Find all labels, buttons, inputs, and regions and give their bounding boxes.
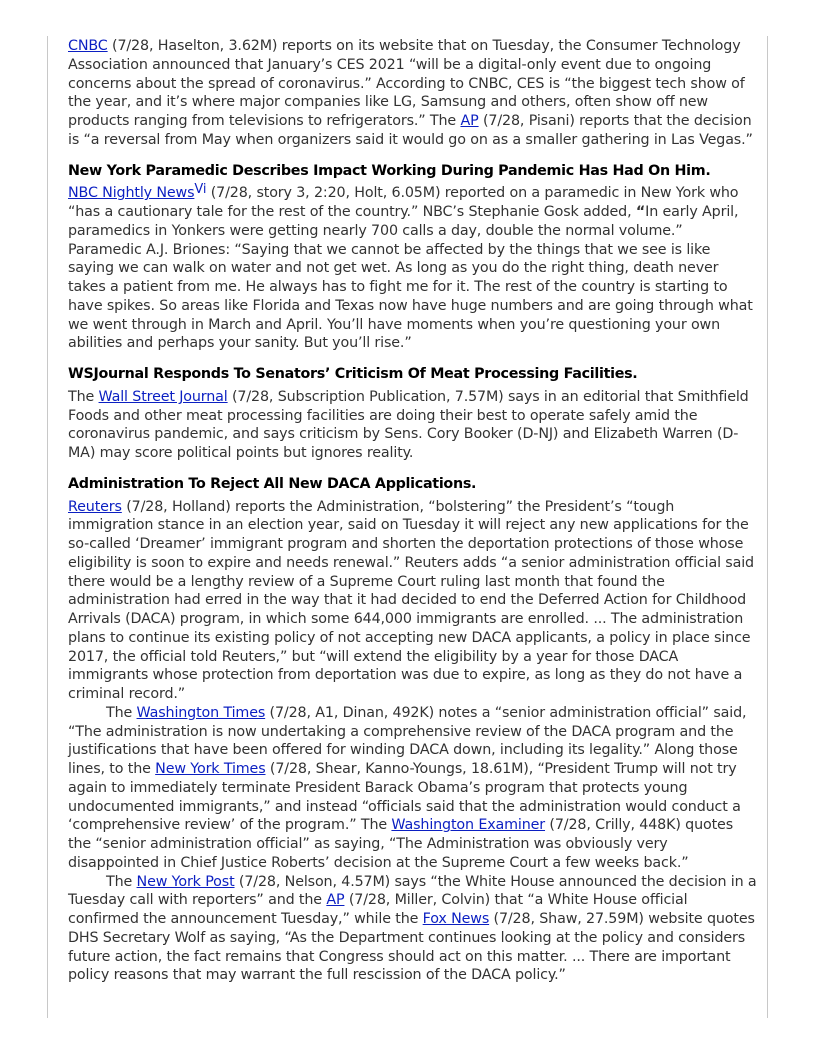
article-daca-paragraph-3: [68, 873, 758, 986]
article-wsj-paragraph: [68, 388, 758, 463]
paragraph-text: (7/28, Holland) reports the Administration, “bolstering” the President’s “tough immigration stance in an election year, said on Tuesday it will reject any new applications for the so-called ‘Dreamer’ immigrant program and shorten the deportation protections of those whose eligibility is soon to expire and needs renewal.” Reuters adds “a senior administration official said there would be a lengthy review of a Supreme Court ruling last month that found the administration had erred in the way that it had decided to end the Deferred Action for Childhood Arrivals (DACA) program, in which some 644,000 immigrants are enrolled. ... The administration plans to continue its existing policy of not accepting new DACA applicants, a policy in place since 2017, the official told Reuters,” but “will extend the eligibility by a year for those DACA immigrants whose protection from deportation was due to expire, as long as they do not have a criminal record.”: [68, 498, 754, 702]
link-washington-times[interactable]: Washington Times: [136, 704, 266, 721]
paragraph-text: (7/28, Nelson, 4.57M) says “the White House announced the decision in a Tuesday call with reporters” and the: [68, 873, 757, 909]
paragraph-text: (7/28, Pisani) reports that the decision is “a reversal from May when organizers said it would go on as a smaller gathering in Las Vegas.”: [68, 113, 753, 148]
headline-wsj: WSJournal Responds To Senators’ Criticism Of Meat Processing Facilities.: [68, 366, 638, 382]
paragraph-text: (7/28, Subscription Publication, 7.57M) says in an editorial that Smithfield Foods and other meat processing facilities are doing their best to operate safely amid the coronavirus pandemic, and says criticism by Sens. Cory Booker (D-NJ) and Elizabeth Warren (D-MA) may score political points but ignores reality.: [68, 388, 749, 461]
link-cnbc[interactable]: CNBC: [68, 38, 108, 54]
link-fox-news[interactable]: Fox News: [422, 911, 490, 927]
paragraph-text: The: [68, 388, 99, 405]
paragraph-text: (7/28, A1, Dinan, 492K) notes a “senior administration official” said, “The administration is now undertaking a comprehensive review of the DACA program and the justifications that have been offered for winding DACA down, including its legality.” Along those lines, to the: [68, 704, 747, 777]
article-daca-paragraph-2: [68, 704, 758, 873]
paragraph-text: (7/28, story 3, 2:20, Holt, 6.05M) reported on a paramedic in New York who “has a cautionary tale for the rest of the country.” NBC’s Stephanie Gosk added,: [68, 185, 739, 220]
link-wall-street-journal[interactable]: Wall Street Journal: [98, 388, 228, 405]
link-reuters[interactable]: Reuters: [68, 498, 122, 515]
link-washington-examiner[interactable]: Washington Examiner: [391, 817, 546, 834]
article-daca-paragraph-1: [68, 498, 758, 704]
link-new-york-post[interactable]: New York Post: [136, 873, 235, 890]
headline-paramedic: New York Paramedic Describes Impact Working During Pandemic Has Had On Him.: [68, 162, 711, 179]
paragraph-text: (7/28, Miller, Colvin) that “a White House official confirmed the announcement Tuesday,” while the: [68, 892, 688, 927]
video-icon[interactable]: Vi: [194, 182, 207, 198]
link-nbc-nightly-news[interactable]: NBC Nightly News: [68, 185, 195, 202]
paragraph-text: (7/28, Crilly, 448K) quotes the “senior administration official” as saying, “The Administration was obviously very disappointed in Chief Justice Roberts’ decision at the Supreme Court a few weeks back.”: [68, 817, 733, 871]
link-new-york-times[interactable]: New York Times: [155, 761, 266, 777]
headline-daca: Administration To Reject All New DACA Applications.: [68, 475, 477, 492]
bold-open-quote: “: [635, 204, 646, 220]
link-ap[interactable]: AP: [460, 113, 479, 129]
paragraph-text: (7/28, Shear, Kanno-Youngs, 18.61M), “President Trump will not try again to immediately terminate President Barack Obama’s program that protects young undocumented immigrants,” and instead “officials said that the administration would conduct a ‘comprehensive review’ of the program.” The: [68, 761, 741, 834]
paragraph-text: (7/28, Shaw, 27.59M) website quotes DHS Secretary Wolf as saying, “As the Department continues looking at the policy and considers future action, the fact remains that Congress should act on this matter. ... There are important policy reasons that may warrant the full rescission of the DACA policy.”: [68, 911, 755, 984]
paragraph-text: The: [106, 704, 137, 721]
paragraph-text: (7/28, Haselton, 3.62M) reports on its website that on Tuesday, the Consumer Technology Association announced that January’s CES 2021 “will be a digital-only event due to ongoing concerns about the spread of coronavirus.” According to CNBC, CES is “the biggest tech show of the year, and it’s where major companies like LG, Samsung and others, often show off new products ranging from televisions to refrigerators.” The: [68, 38, 745, 129]
paragraph-text: In early April, paramedics in Yonkers were getting nearly 700 calls a day, double the normal volume.” Paramedic A.J. Briones: “Saying that we cannot be affected by the things that we see is like saying we can walk on water and not get wet. As long as you do the right thing, death never takes a patient from me. He always has to fight me for it. The rest of the country is starting to have spikes. So areas like Florida and Texas now have huge numbers and are going through what we went through in March and April. You’ll have moments when you’re questioning your own abilities and perhaps your sanity. But you’ll rise.”: [68, 204, 753, 352]
article-ces-paragraph: [68, 37, 758, 150]
paragraph-text: The: [106, 873, 137, 890]
link-ap[interactable]: AP: [326, 892, 345, 909]
article-paramedic-paragraph: [68, 184, 758, 353]
document-body: [68, 37, 758, 985]
